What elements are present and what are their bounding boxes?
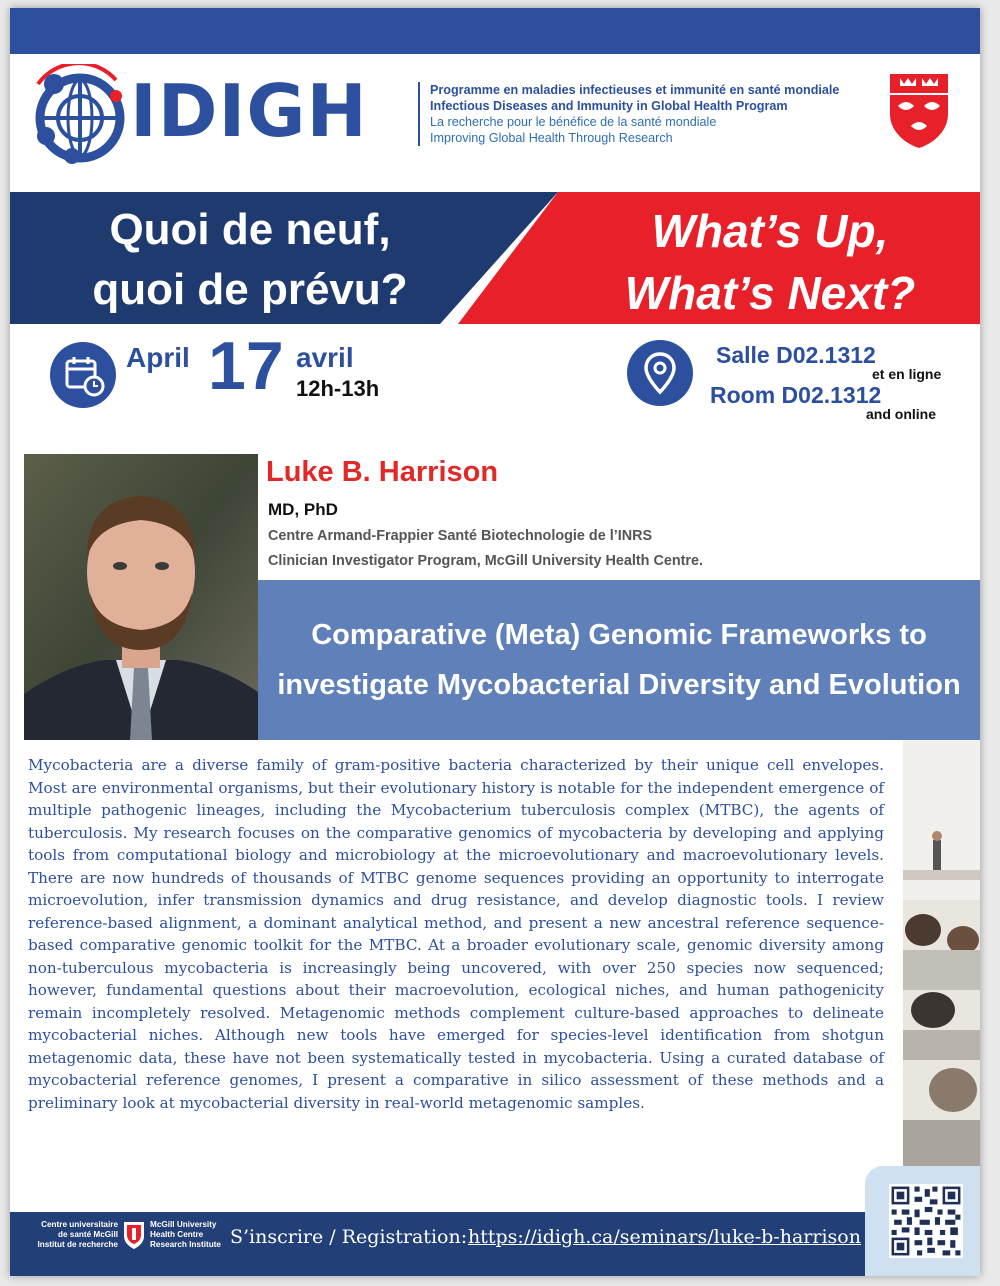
muhc-line1: McGill University (150, 1220, 217, 1229)
event-time: 12h-13h (296, 376, 380, 401)
month-english: April (126, 342, 190, 373)
idigh-logo-text: IDIGH (130, 69, 368, 153)
muhc-logo-text (150, 1220, 240, 1250)
cusm-line2: de santé McGill (57, 1230, 118, 1239)
month-french: avril (296, 342, 354, 373)
mcgill-crest-icon (886, 70, 952, 150)
top-bar (10, 8, 980, 54)
muhc-crest-icon (122, 1220, 146, 1250)
registration-label: S’inscrire / Registration: (230, 1226, 468, 1248)
program-line-fr: Programme en maladies infectieuses et immunité en santé mondiale (430, 83, 840, 97)
room-french-online: et en ligne (872, 366, 942, 382)
calendar-clock-icon (50, 342, 116, 408)
talk-title-box (258, 580, 980, 740)
program-line-en: Infectious Diseases and Immunity in Global Health Program (430, 99, 788, 113)
logo-divider (418, 82, 420, 146)
muhc-line2: Health Centre (150, 1230, 204, 1239)
room-english-online: and online (866, 406, 936, 422)
cusm-line1: Centre universitaire (41, 1220, 118, 1229)
abstract-text: Mycobacteria are a diverse family of gram-positive bacteria characterized by their unique cell envelopes. Most are environmental organisms, but their evolutionary history is notable for the independent emergence of multiple pathogenic lineages, including the Mycobacterium tuberculosis complex (MTBC), the agents of tuberculosis. My research focuses on the comparative genomics of mycobacteria by developing and applying tools from computational biology and microbiology at the microevolutionary and macroevolutionary levels. There are now hundreds of thousands of MTBC genome sequences providing an opportunity to interrogate microevolution, infer transmission dynamics and drug resistance, and develop diagnostic tools. I review reference-based alignment, a dominant analytical method, and present a new ancestral reference sequence-based comparative genomic toolkit for the MTBC. At a broader evolutionary scale, genomic diversity among non-tuberculous mycobacteria is increasingly being uncovered, with over 250 species now sequenced; however, fundamental questions about their macroevolution, ecological niches, and human pathogenicity remain incompletely resolved. Metagenomic methods complement culture-based approaches to delineate mycobacterial niches. Although new tools have emerged for species-level identification from shotgun metagenomic data, these have not been systematically tested in mycobacteria. Using a curated database of mycobacterial reference genomes, I present a comparative in silico assessment of these methods and a preliminary look at mycobacterial diversity in real-world metagenomic samples. (28, 756, 884, 1112)
tagline-fr: La recherche pour le bénéfice de la santé mondiale (430, 115, 717, 129)
audience-photo (903, 740, 980, 1166)
speaker-affiliation-2: Clinician Investigator Program, McGill University Health Centre. (268, 553, 704, 569)
english-title (570, 200, 970, 324)
french-title-line1: Quoi de neuf, (109, 205, 391, 254)
qr-code-icon[interactable] (889, 1184, 963, 1258)
room-english: Room D02.1312 (710, 382, 882, 408)
poster (10, 8, 980, 1276)
speaker-degrees: MD, PhD (268, 500, 338, 519)
english-title-line1: What’s Up, (651, 205, 889, 257)
speaker-photo (24, 454, 258, 740)
english-title-line2: What’s Next? (624, 267, 916, 319)
registration-link[interactable]: https://idigh.ca/seminars/luke-b-harrison (468, 1226, 861, 1248)
location-pin-icon (627, 340, 693, 406)
program-description (430, 82, 880, 146)
french-title (50, 200, 450, 320)
event-day: 17 (208, 328, 284, 404)
speaker-name: Luke B. Harrison (266, 456, 499, 488)
speaker-affiliation-1: Centre Armand-Frappier Santé Biotechnologie de l’INRS (268, 528, 653, 544)
tagline-en: Improving Global Health Through Research (430, 131, 673, 145)
room-french: Salle D02.1312 (716, 342, 876, 368)
muhc-line3: Research Institute (150, 1240, 221, 1249)
qr-panel (865, 1166, 980, 1276)
cusm-line3: Institut de recherche (37, 1240, 118, 1249)
talk-title: Comparative (Meta) Genomic Frameworks to investigate Mycobacterial Diversity and Evolution (277, 619, 961, 701)
french-title-line2: quoi de prévu? (92, 265, 408, 314)
idigh-globe-icon (24, 64, 130, 170)
cusm-logo-text (22, 1220, 118, 1250)
